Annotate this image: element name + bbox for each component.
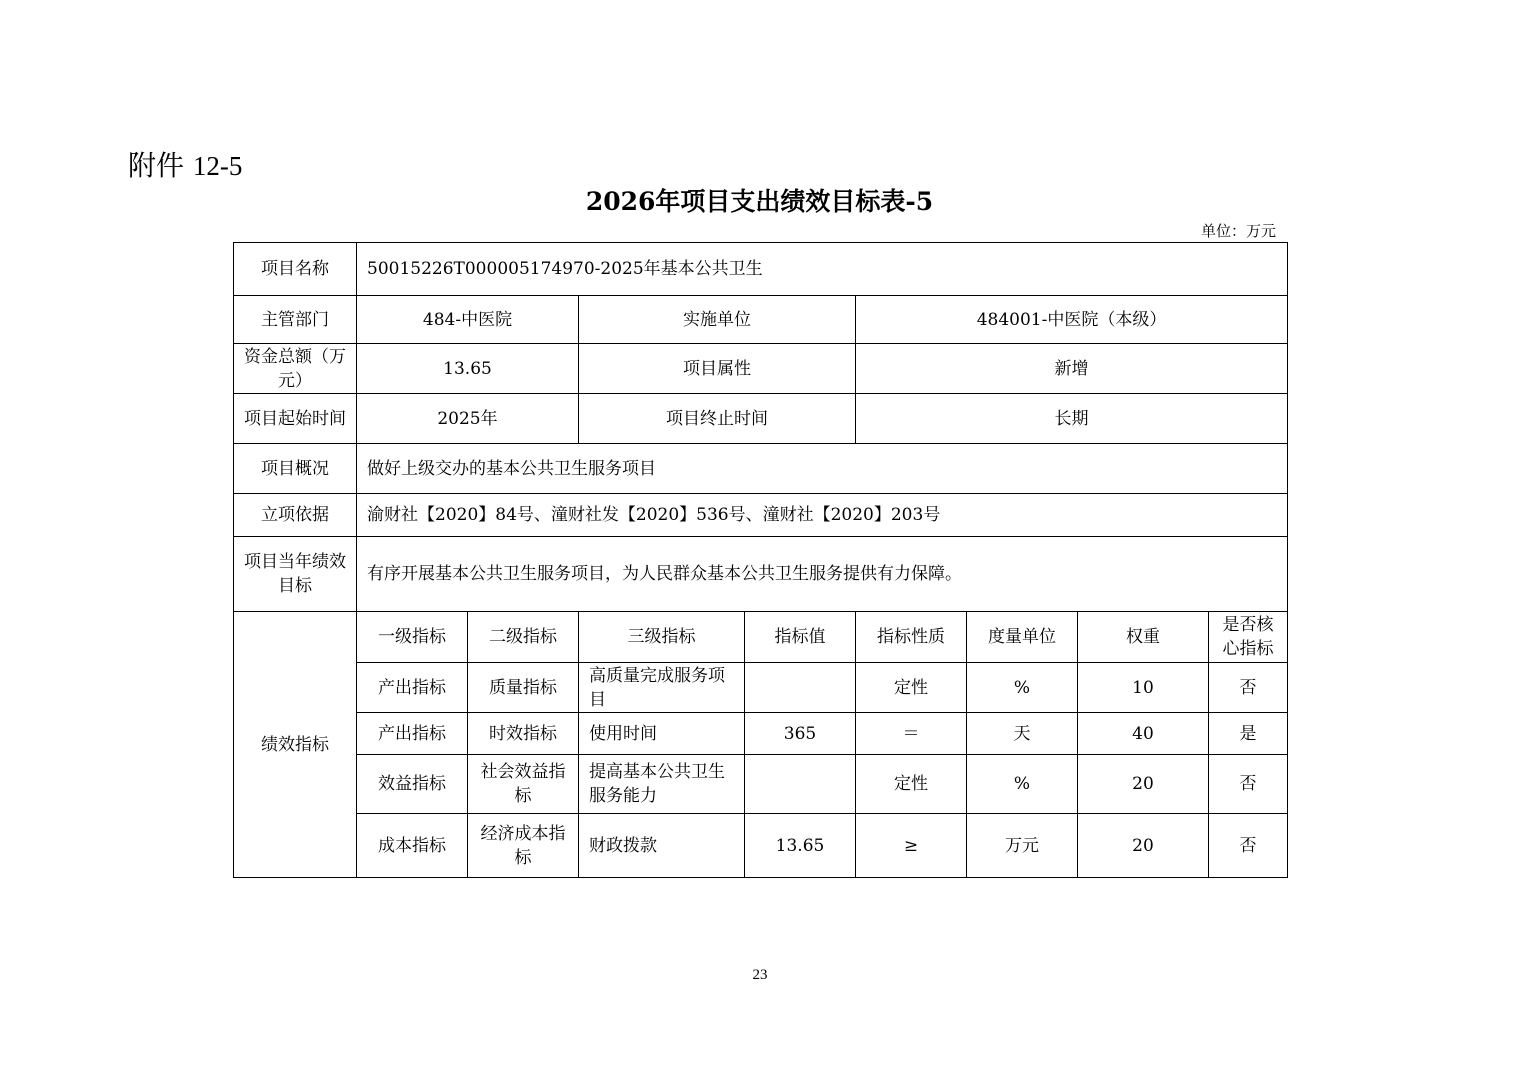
page-number: 23 bbox=[752, 967, 768, 983]
impl-value: 484001-中医院（本级） bbox=[856, 296, 1288, 344]
indicator-cell: 定性 bbox=[856, 755, 967, 814]
indicator-cell: 经济成本指标 bbox=[468, 814, 579, 878]
indicator-cell: 否 bbox=[1209, 814, 1288, 878]
basis-value: 渝财社【2020】84号、潼财社发【2020】536号、潼财社【2020】203号 bbox=[357, 494, 1288, 537]
indicator-cell: 定性 bbox=[856, 663, 967, 713]
impl-label: 实施单位 bbox=[579, 296, 856, 344]
performance-target-table bbox=[233, 242, 1288, 878]
header-cell: 是否核心指标 bbox=[1209, 612, 1288, 663]
fund-label: 资金总额（万元） bbox=[234, 344, 357, 394]
indicator-cell: 高质量完成服务项目 bbox=[579, 663, 745, 713]
indicator-cell: 40 bbox=[1078, 713, 1209, 755]
indicator-cell: 365 bbox=[745, 713, 856, 755]
header-cell: 一级指标 bbox=[357, 612, 468, 663]
end-label: 项目终止时间 bbox=[579, 394, 856, 444]
row-basis bbox=[234, 494, 1288, 537]
indicator-cell: 成本指标 bbox=[357, 814, 468, 878]
header-cell: 指标值 bbox=[745, 612, 856, 663]
overview-value: 做好上级交办的基本公共卫生服务项目 bbox=[357, 444, 1288, 494]
dept-value: 484-中医院 bbox=[357, 296, 579, 344]
row-fund bbox=[234, 344, 1288, 394]
attachment-prefix: 附件 bbox=[128, 149, 185, 182]
indicator-row bbox=[234, 814, 1288, 878]
header-cell: 二级指标 bbox=[468, 612, 579, 663]
indicator-cell: 20 bbox=[1078, 755, 1209, 814]
indicator-cell: 13.65 bbox=[745, 814, 856, 878]
indicator-cell: 质量指标 bbox=[468, 663, 579, 713]
header-cell: 权重 bbox=[1078, 612, 1209, 663]
dept-label: 主管部门 bbox=[234, 296, 357, 344]
basis-label: 立项依据 bbox=[234, 494, 357, 537]
header-cell: 度量单位 bbox=[967, 612, 1078, 663]
indicator-row bbox=[234, 713, 1288, 755]
unit-label: 单位：万元 bbox=[1200, 222, 1276, 240]
indicator-cell: 社会效益指标 bbox=[468, 755, 579, 814]
indicator-cell: 万元 bbox=[967, 814, 1078, 878]
indicator-section-label: 绩效指标 bbox=[234, 612, 357, 878]
header-cell: 指标性质 bbox=[856, 612, 967, 663]
row-period bbox=[234, 394, 1288, 444]
attr-label: 项目属性 bbox=[579, 344, 856, 394]
indicator-cell bbox=[745, 755, 856, 814]
indicator-cell bbox=[745, 663, 856, 713]
indicator-cell: 是 bbox=[1209, 713, 1288, 755]
indicator-cell: 产出指标 bbox=[357, 663, 468, 713]
indicator-cell: 20 bbox=[1078, 814, 1209, 878]
row-project-name bbox=[234, 243, 1288, 296]
attachment-label bbox=[128, 144, 242, 184]
start-value: 2025年 bbox=[357, 394, 579, 444]
attachment-number: 12-5 bbox=[192, 151, 243, 181]
indicator-cell: 产出指标 bbox=[357, 713, 468, 755]
indicator-cell: 否 bbox=[1209, 755, 1288, 814]
page-title: 2026年项目支出绩效目标表-5 bbox=[585, 187, 934, 216]
indicator-cell: 否 bbox=[1209, 663, 1288, 713]
goal-label: 项目当年绩效目标 bbox=[234, 537, 357, 612]
overview-label: 项目概况 bbox=[234, 444, 357, 494]
indicator-cell: ＝ bbox=[856, 713, 967, 755]
project-name-value: 50015226T000005174970-2025年基本公共卫生 bbox=[357, 243, 1288, 296]
attr-value: 新增 bbox=[856, 344, 1288, 394]
indicator-cell: ≥ bbox=[856, 814, 967, 878]
indicator-cell: 效益指标 bbox=[357, 755, 468, 814]
start-label: 项目起始时间 bbox=[234, 394, 357, 444]
indicator-cell: 财政拨款 bbox=[579, 814, 745, 878]
project-name-label: 项目名称 bbox=[234, 243, 357, 296]
indicator-row bbox=[234, 755, 1288, 814]
indicator-cell: % bbox=[967, 755, 1078, 814]
goal-value: 有序开展基本公共卫生服务项目，为人民群众基本公共卫生服务提供有力保障。 bbox=[357, 537, 1288, 612]
row-department bbox=[234, 296, 1288, 344]
indicator-cell: 天 bbox=[967, 713, 1078, 755]
row-goal bbox=[234, 537, 1288, 612]
indicator-cell: 使用时间 bbox=[579, 713, 745, 755]
indicator-cell: 提高基本公共卫生服务能力 bbox=[579, 755, 745, 814]
indicator-header-row bbox=[234, 612, 1288, 663]
indicator-cell: 10 bbox=[1078, 663, 1209, 713]
indicator-cell: 时效指标 bbox=[468, 713, 579, 755]
indicator-row bbox=[234, 663, 1288, 713]
fund-value: 13.65 bbox=[357, 344, 579, 394]
row-overview bbox=[234, 444, 1288, 494]
header-cell: 三级指标 bbox=[579, 612, 745, 663]
indicator-cell: % bbox=[967, 663, 1078, 713]
end-value: 长期 bbox=[856, 394, 1288, 444]
